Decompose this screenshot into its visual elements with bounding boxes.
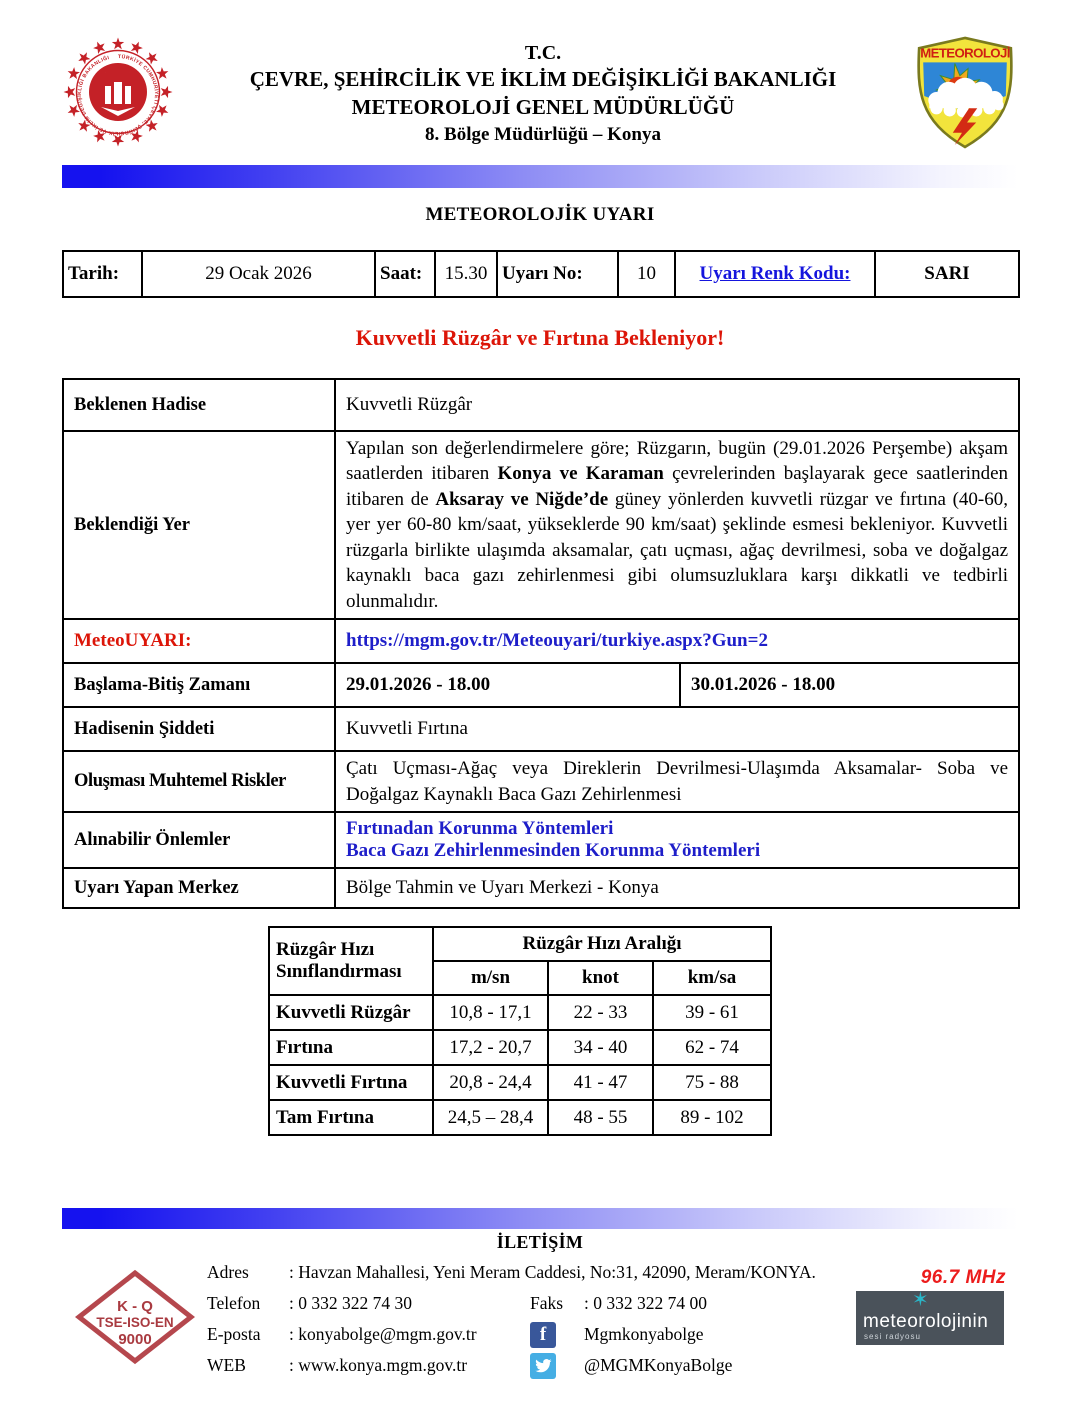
severity-value: Kuvvetli Fırtına <box>335 707 1019 751</box>
wind-row-label: Kuvvetli Rüzgâr <box>269 995 433 1030</box>
fax-label: Faks <box>530 1293 564 1314</box>
storm-protection-link[interactable]: Fırtınadan Korunma Yöntemleri <box>346 818 614 840</box>
contact-info <box>207 1255 856 1381</box>
place-text-part: çevrelerinden başlayarak gece saatlerinden itibaren de <box>346 463 1009 510</box>
table-row <box>63 379 1019 431</box>
wind-speed-table <box>268 926 772 1136</box>
iso-line3: 9000 <box>117 1331 152 1349</box>
expected-event-value: Kuvvetli Rüzgâr <box>335 379 1019 431</box>
contact-title: İLETİŞİM <box>496 1232 584 1253</box>
phone-value: : 0 332 322 74 30 <box>289 1293 412 1314</box>
table-row <box>63 751 1019 812</box>
meteoroloji-logo <box>912 34 1018 152</box>
warning-info-table <box>62 250 1020 298</box>
place-bold-provinces-1: Konya ve Karaman <box>497 463 664 485</box>
measures-links <box>335 812 1019 868</box>
twitter-bird-icon <box>534 1357 552 1375</box>
radio-star-icon: ✶ <box>912 1289 929 1312</box>
radio-logo-box <box>856 1291 1004 1345</box>
date-label: Tarih: <box>63 251 142 297</box>
iso-line2: TSE-ISO-EN <box>95 1315 174 1331</box>
table-row <box>63 431 1019 619</box>
radio-logo <box>856 1255 1018 1381</box>
wind-row-label: Tam Fırtına <box>269 1100 433 1135</box>
expected-place-text <box>335 431 1019 619</box>
color-code-value: SARI <box>875 251 1019 297</box>
warning-no-label: Uyarı No: <box>497 251 618 297</box>
wind-cell: 17,2 - 20,7 <box>433 1030 548 1065</box>
tse-iso-diamond-icon <box>75 1269 195 1365</box>
radio-frequency: 96.7 MHz <box>920 1267 1006 1289</box>
contact-row-email <box>207 1319 856 1350</box>
radio-name: meteorolojinin <box>863 1311 989 1333</box>
meteouyari-label: MeteoUYARI: <box>63 619 335 663</box>
table-row <box>269 927 771 961</box>
wind-cell: 75 - 88 <box>653 1065 771 1100</box>
footer-divider-bar <box>62 1208 1018 1229</box>
period-label: Başlama-Bitiş Zamanı <box>63 663 335 707</box>
header-divider-bar <box>62 165 1018 188</box>
ministry-logo <box>62 34 174 150</box>
table-row <box>63 812 1019 868</box>
severity-label: Hadisenin Şiddeti <box>63 707 335 751</box>
place-bold-provinces-2: Aksaray ve Niğde’de <box>435 488 609 510</box>
place-text-part: Yapılan son değerlendirmelere göre; Rüzgarın, bugün (29.01.2026 Perşembe) akşam saatlerden itibaren <box>346 438 1009 485</box>
warning-no-value: 10 <box>618 251 675 297</box>
unit-header-kmsa: km/sa <box>653 961 771 995</box>
table-row <box>269 1065 771 1100</box>
risks-label: Oluşması Muhtemel Riskler <box>63 751 335 812</box>
header-titles <box>174 34 912 148</box>
header-tc: T.C. <box>524 42 562 64</box>
unit-header-msn: m/sn <box>433 961 548 995</box>
ministry-ring-text: TÜRKİYE CUMHURİYETİ ÇEVRE, ŞEHİRCİLİK VE İKLİM DEĞİŞİKLİĞİ BAKANLIĞI <box>76 53 160 137</box>
table-row <box>63 619 1019 663</box>
wind-cell: 34 - 40 <box>548 1030 653 1065</box>
iso-line1: K - Q <box>116 1298 153 1316</box>
period-start-value: 29.01.2026 - 18.00 <box>335 663 680 707</box>
radio-subtitle: sesi radyosu <box>864 1332 921 1342</box>
alert-headline: Kuvvetli Rüzgâr ve Fırtına Bekleniyor! <box>355 325 725 350</box>
issuing-center-value: Bölge Tahmin ve Uyarı Merkezi - Konya <box>335 868 1019 908</box>
contact-row-address <box>207 1257 856 1288</box>
phone-label: Telefon <box>207 1293 261 1314</box>
contact-row-phone <box>207 1288 856 1319</box>
table-row <box>269 995 771 1030</box>
date-value: 29 Ocak 2026 <box>142 251 375 297</box>
web-value[interactable]: : www.konya.mgm.gov.tr <box>289 1355 468 1376</box>
address-label: Adres <box>207 1262 249 1283</box>
unit-header-knot: knot <box>548 961 653 995</box>
wind-row-label: Kuvvetli Fırtına <box>269 1065 433 1100</box>
meteouyari-url-link[interactable]: https://mgm.gov.tr/Meteouyari/turkiye.aspx?Gun=2 <box>335 619 1019 663</box>
facebook-icon[interactable]: f <box>530 1322 556 1348</box>
contact-row-web <box>207 1350 856 1381</box>
web-label: WEB <box>207 1355 246 1376</box>
color-code-link[interactable]: Uyarı Renk Kodu: <box>675 251 875 297</box>
header-region: 8. Bölge Müdürlüğü – Konya <box>425 123 661 145</box>
header-directorate: METEOROLOJİ GENEL MÜDÜRLÜĞÜ <box>351 95 735 120</box>
table-row <box>63 663 1019 707</box>
twitter-icon[interactable] <box>530 1353 556 1379</box>
wind-cell: 39 - 61 <box>653 995 771 1030</box>
ministry-emblem-icon <box>62 34 174 150</box>
expected-place-label: Beklendiği Yer <box>63 431 335 619</box>
shield-title-text: METEOROLOJİ <box>920 45 1010 61</box>
document-title: METEOROLOJİK UYARI <box>425 204 655 225</box>
contact-footer <box>62 1255 1018 1381</box>
email-label: E-posta <box>207 1324 261 1345</box>
table-row <box>269 1100 771 1135</box>
expected-event-label: Beklenen Hadise <box>63 379 335 431</box>
facebook-handle[interactable]: Mgmkonyabolge <box>584 1324 704 1345</box>
wind-cell: 48 - 55 <box>548 1100 653 1135</box>
table-row <box>269 1030 771 1065</box>
email-value[interactable]: : konyabolge@mgm.gov.tr <box>289 1324 477 1345</box>
wind-cell: 24,5 – 28,4 <box>433 1100 548 1135</box>
measures-label: Alınabilir Önlemler <box>63 812 335 868</box>
wind-cell: 41 - 47 <box>548 1065 653 1100</box>
warning-details-table <box>62 378 1020 909</box>
wind-cell: 20,8 - 24,4 <box>433 1065 548 1100</box>
twitter-handle[interactable]: @MGMKonyaBolge <box>584 1355 733 1376</box>
wind-cell: 62 - 74 <box>653 1030 771 1065</box>
fax-value: : 0 332 322 74 00 <box>584 1293 707 1314</box>
time-value: 15.30 <box>435 251 497 297</box>
wind-cell: 89 - 102 <box>653 1100 771 1135</box>
wind-range-header: Rüzgâr Hızı Aralığı <box>433 927 771 961</box>
meteoroloji-shield-icon <box>912 34 1018 152</box>
iso-logo <box>62 1255 207 1381</box>
wind-row-label: Fırtına <box>269 1030 433 1065</box>
wind-cell: 22 - 33 <box>548 995 653 1030</box>
table-row <box>63 868 1019 908</box>
wind-class-header: Rüzgâr Hızı Sınıflandırması <box>269 927 433 995</box>
wind-cell: 10,8 - 17,1 <box>433 995 548 1030</box>
document-header <box>62 34 1018 152</box>
risks-value: Çatı Uçması-Ağaç veya Direklerin Devrilmesi-Ulaşımda Aksamalar- Soba ve Doğalgaz Kaynaklı Baca Gazı Zehirlenmesi <box>335 751 1019 812</box>
period-end-value: 30.01.2026 - 18.00 <box>680 663 1019 707</box>
address-value: : Havzan Mahallesi, Yeni Meram Caddesi, No:31, 42090, Meram/KONYA. <box>289 1262 816 1283</box>
time-label: Saat: <box>375 251 435 297</box>
flue-gas-protection-link[interactable]: Baca Gazı Zehirlenmesinden Korunma Yöntemleri <box>346 840 761 862</box>
place-text-part: güney yönlerden kuvvetli rüzgar ve fırtına (40-60, yer yer 60-80 km/saat, yükseklerde 90 km/saat) şeklinde esmesi bekleniyor. Kuvvetli rüzgarla birlikte ulaşımda aksamalar, çatı uçması, ağaç devrilmesi, soba ve doğalgaz kaynaklı baca gazı zehirlenmesi gibi olumsuzluklara karşı dikkatli ve tedbirli olunmalıdır. <box>346 488 1009 612</box>
issuing-center-label: Uyarı Yapan Merkez <box>63 868 335 908</box>
table-row <box>63 707 1019 751</box>
header-ministry: ÇEVRE, ŞEHİRCİLİK VE İKLİM DEĞİŞİKLİĞİ BAKANLIĞI <box>249 67 837 91</box>
